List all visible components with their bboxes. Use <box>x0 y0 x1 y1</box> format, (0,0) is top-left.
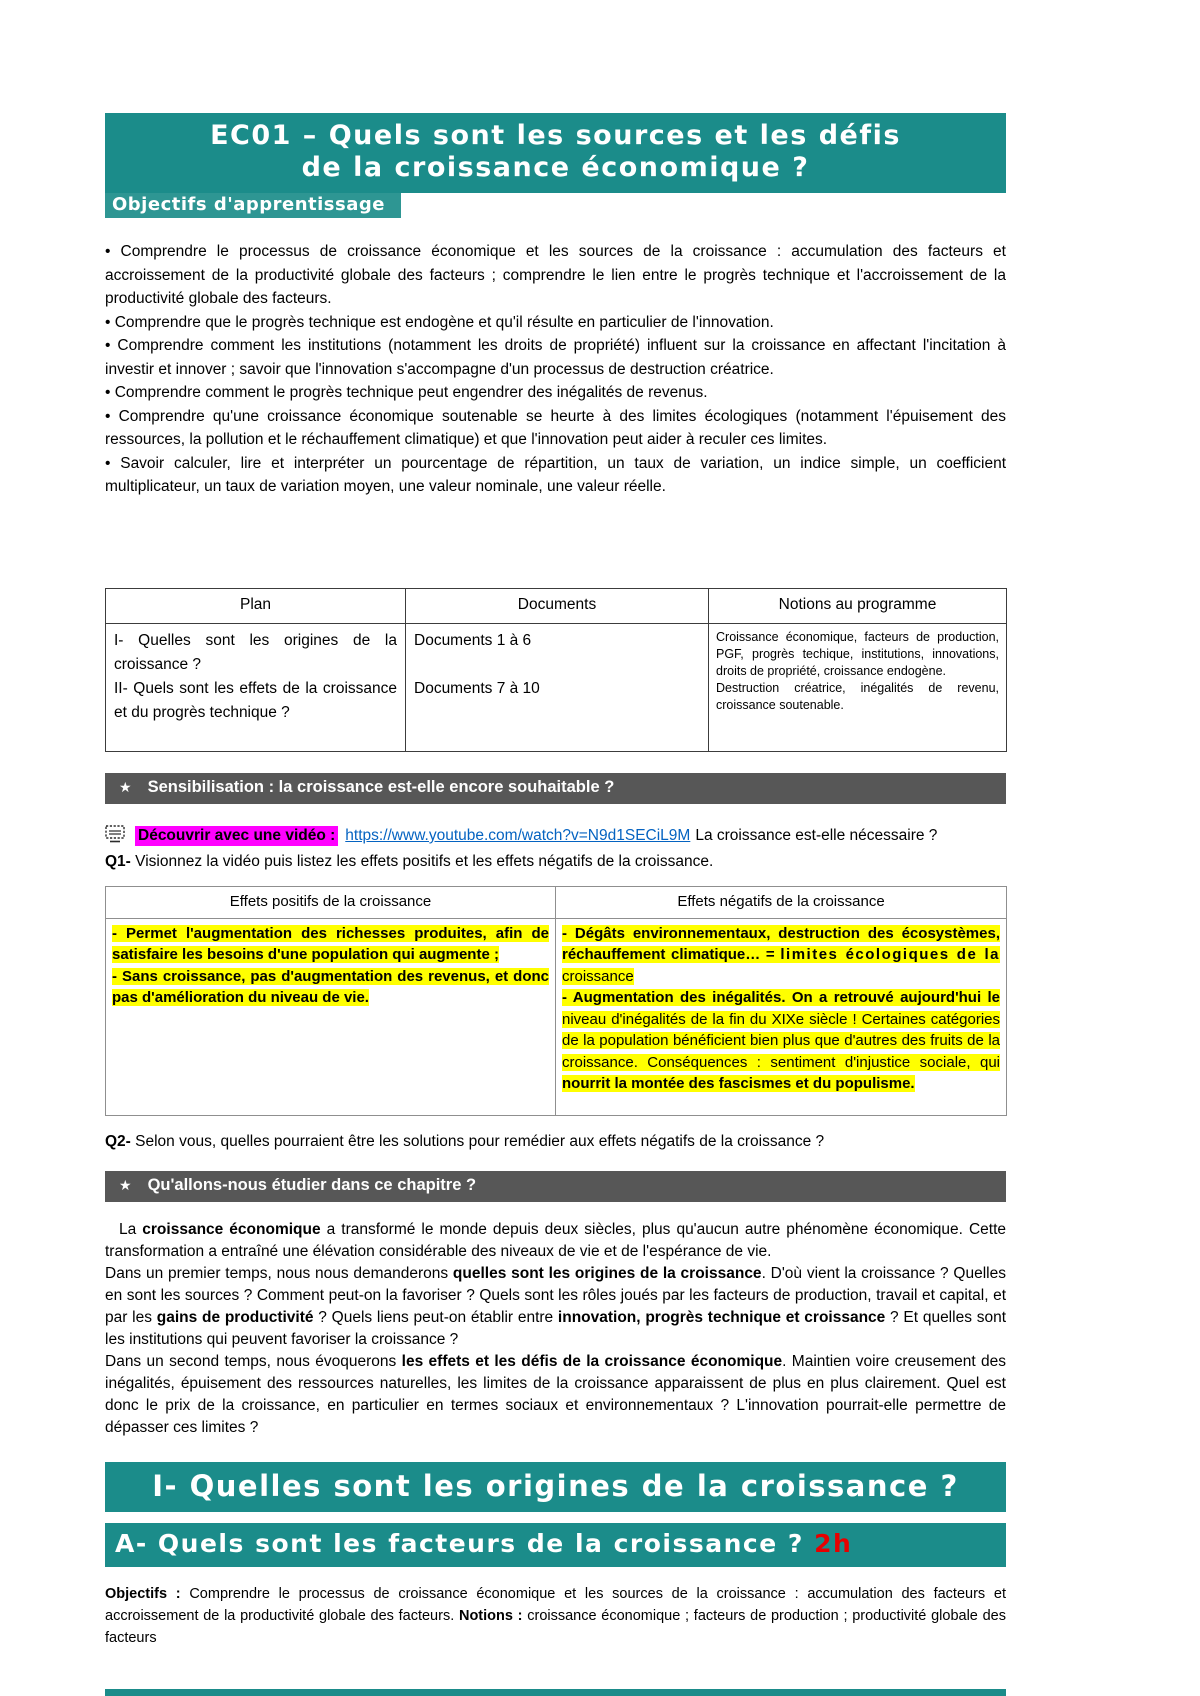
video-line <box>105 825 1006 848</box>
objective-item: • Comprendre comment le progrès technique peut engendrer des inégalités de revenus. <box>105 384 708 401</box>
notions-line-1: Croissance économique, facteurs de production, PGF, progrès techique, institutions, innovations, droits de propriété, croissance endogène. <box>716 629 999 678</box>
intro-paragraph-3: Dans un second temps, nous évoquerons les effets et les défis de la croissance économique. Maintien voire creusement des inégalités, épuisement des ressources naturelles, les limites de la croissance apparaissent de plus en plus clairement. Quel est donc le prix de la croissance, en particulier en termes sociaux et environnementaux ? L'innovation pourrait-elle permettre de dépasser ces limites ? <box>105 1352 1006 1436</box>
plan-item-2: II- Quels sont les effets de la croissance et du progrès technique ? <box>114 679 397 721</box>
objectifs-text: Comprendre le processus de croissance économique et les sources de la croissance : accumulation des facteurs et accroissement de la productivité globale des facteurs. <box>105 1585 1006 1624</box>
negative-effect-item: - Dégâts environnementaux, destruction des écosystèmes, réchauffement climatique… = limites écologiques de la croissance <box>562 924 1000 985</box>
section-1-title: I- Quelles sont les origines de la croissance ? <box>152 1468 959 1503</box>
subtitle-row <box>105 193 1006 218</box>
plan-table <box>105 588 1007 752</box>
documents-item-1: Documents 1 à 6 <box>414 631 532 649</box>
plan-table-header-notions: Notions au programme <box>709 588 1007 623</box>
plan-table-header-plan: Plan <box>106 588 406 623</box>
learning-objectives-heading: Objectifs d'apprentissage <box>105 193 401 218</box>
plan-table-header-row <box>106 588 1007 623</box>
objective-item: • Comprendre comment les institutions (notamment les droits de propriété) influent sur la croissance en affectant l'incitation à investir et innover ; savoir que l'innovation s'accompagne d'un processus de destruction créatrice. <box>105 337 1006 378</box>
intro-paragraph-2: Dans un premier temps, nous nous demanderons quelles sont les origines de la croissance. D'où vient la croissance ? Quelles en sont les sources ? Comment peut-on la favoriser ? Quels sont les rôles joués par les facteurs de production, travail et capital, et par les gains de productivité ? Quels liens peut-on établir entre innovation, progrès technique et croissance ? Et quelles sont les institutions qui peuvent favoriser la croissance ? <box>105 1264 1006 1348</box>
video-icon <box>105 825 125 848</box>
question-1-text: Visionnez la vidéo puis listez les effets positifs et les effets négatifs de la croissance. <box>130 852 714 870</box>
sensibilisation-banner-label: Sensibilisation : la croissance est-elle encore souhaitable ? <box>147 777 615 796</box>
objective-item: • Savoir calculer, lire et interpréter un pourcentage de répartition, un taux de variation, un indice simple, un coefficient multiplicateur, un taux de variation moyen, une valeur nominale, une valeur réelle. <box>105 454 1006 495</box>
plan-cell <box>106 623 406 751</box>
question-1-label: Q1- <box>105 852 131 870</box>
notions-text: croissance économique ; facteurs de production ; productivité globale des facteurs <box>105 1607 1006 1646</box>
documents-cell <box>406 623 709 751</box>
video-label: Découvrir avec une vidéo : <box>135 826 338 846</box>
negative-effect-item: - Augmentation des inégalités. On a retrouvé aujourd'hui le niveau d'inégalités de la fin du XIXe siècle ! Certaines catégories de la population bénéficient bien plus que d'autres des fruits de la croissance. Conséquences : sentiment d'injustice sociale, qui nourrit la montée des fascismes et du populisme. <box>562 989 1000 1092</box>
negative-effects-header: Effets négatifs de la croissance <box>556 886 1007 918</box>
notions-label: Notions : <box>458 1607 523 1624</box>
notions-cell <box>709 623 1007 751</box>
section-a-duration: 2h <box>814 1528 853 1558</box>
plan-table-body-row <box>106 623 1007 751</box>
learning-objectives-list <box>105 240 1006 499</box>
chapter-study-banner <box>105 1171 1006 1202</box>
video-caption: La croissance est-elle nécessaire ? <box>695 827 938 844</box>
section-a-objectives <box>105 1583 1006 1649</box>
chapter-study-banner-label: Qu'allons-nous étudier dans ce chapitre ? <box>147 1175 477 1194</box>
star-icon: ★ <box>119 778 132 795</box>
question-2 <box>105 1133 1006 1151</box>
section-a-title: A- Quels sont les facteurs de la croissance ? <box>115 1528 804 1558</box>
question-2-text: Selon vous, quelles pourraient être les solutions pour remédier aux effets négatifs de la croissance ? <box>130 1132 825 1150</box>
chapter-introduction <box>105 1219 1006 1439</box>
positive-effect-item: - Sans croissance, pas d'augmentation des revenus, et donc pas d'amélioration du niveau de vie. <box>112 967 549 1006</box>
documents-item-2: Documents 7 à 10 <box>414 679 540 697</box>
chapter-title-banner <box>105 113 1006 193</box>
positive-effects-cell <box>106 918 556 1115</box>
objective-item: • Comprendre le processus de croissance économique et les sources de la croissance : accumulation des facteurs et accroissement de la productivité globale des facteurs ; comprendre le lien entre le progrès technique et l'accroissement de la productivité globale des facteurs. <box>105 243 1006 307</box>
intro-paragraph-1: La croissance économique a transformé le monde depuis deux siècles, plus qu'aucun autre phénomène économique. Cette transformation a entraîné une élévation considérable des niveaux de vie et de l'espérance de vie. <box>105 1220 1007 1260</box>
section-a-banner <box>105 1523 1006 1567</box>
video-link[interactable]: https://www.youtube.com/watch?v=N9d1SECiL9M <box>345 827 691 844</box>
negative-effects-cell <box>556 918 1007 1115</box>
notions-line-2: Destruction créatrice, inégalités de revenu, croissance soutenable. <box>716 680 999 712</box>
effects-table-header-row <box>106 886 1007 918</box>
question-2-label: Q2- <box>105 1132 131 1150</box>
effects-table-body-row <box>106 918 1007 1115</box>
plan-item-1: I- Quelles sont les origines de la croissance ? <box>114 631 397 673</box>
plan-table-header-documents: Documents <box>406 588 709 623</box>
page-content <box>105 0 1006 1649</box>
positive-effects-header: Effets positifs de la croissance <box>106 886 556 918</box>
effects-table <box>105 886 1007 1116</box>
objective-item: • Comprendre qu'une croissance économique soutenable se heurte à des limites écologiques (notamment l'épuisement des ressources, la pollution et le réchauffement climatique) et que l'innovation peut aider à reculer ces limites. <box>105 407 1006 448</box>
objectifs-label: Objectifs : <box>105 1585 181 1602</box>
sensibilisation-banner <box>105 773 1006 804</box>
question-1 <box>105 853 1006 871</box>
objective-item: • Comprendre que le progrès technique est endogène et qu'il résulte en particulier de l'innovation. <box>105 313 774 331</box>
section-1-banner <box>105 1462 1006 1512</box>
star-icon: ★ <box>119 1176 132 1193</box>
chapter-title-line1: EC01 – Quels sont les sources et les défis <box>210 120 901 151</box>
next-section-banner-edge <box>105 1689 1006 1696</box>
chapter-title-line2: de la croissance économique ? <box>301 152 810 183</box>
positive-effect-item: - Permet l'augmentation des richesses produites, afin de satisfaire les besoins d'une population qui augmente ; <box>112 924 549 963</box>
